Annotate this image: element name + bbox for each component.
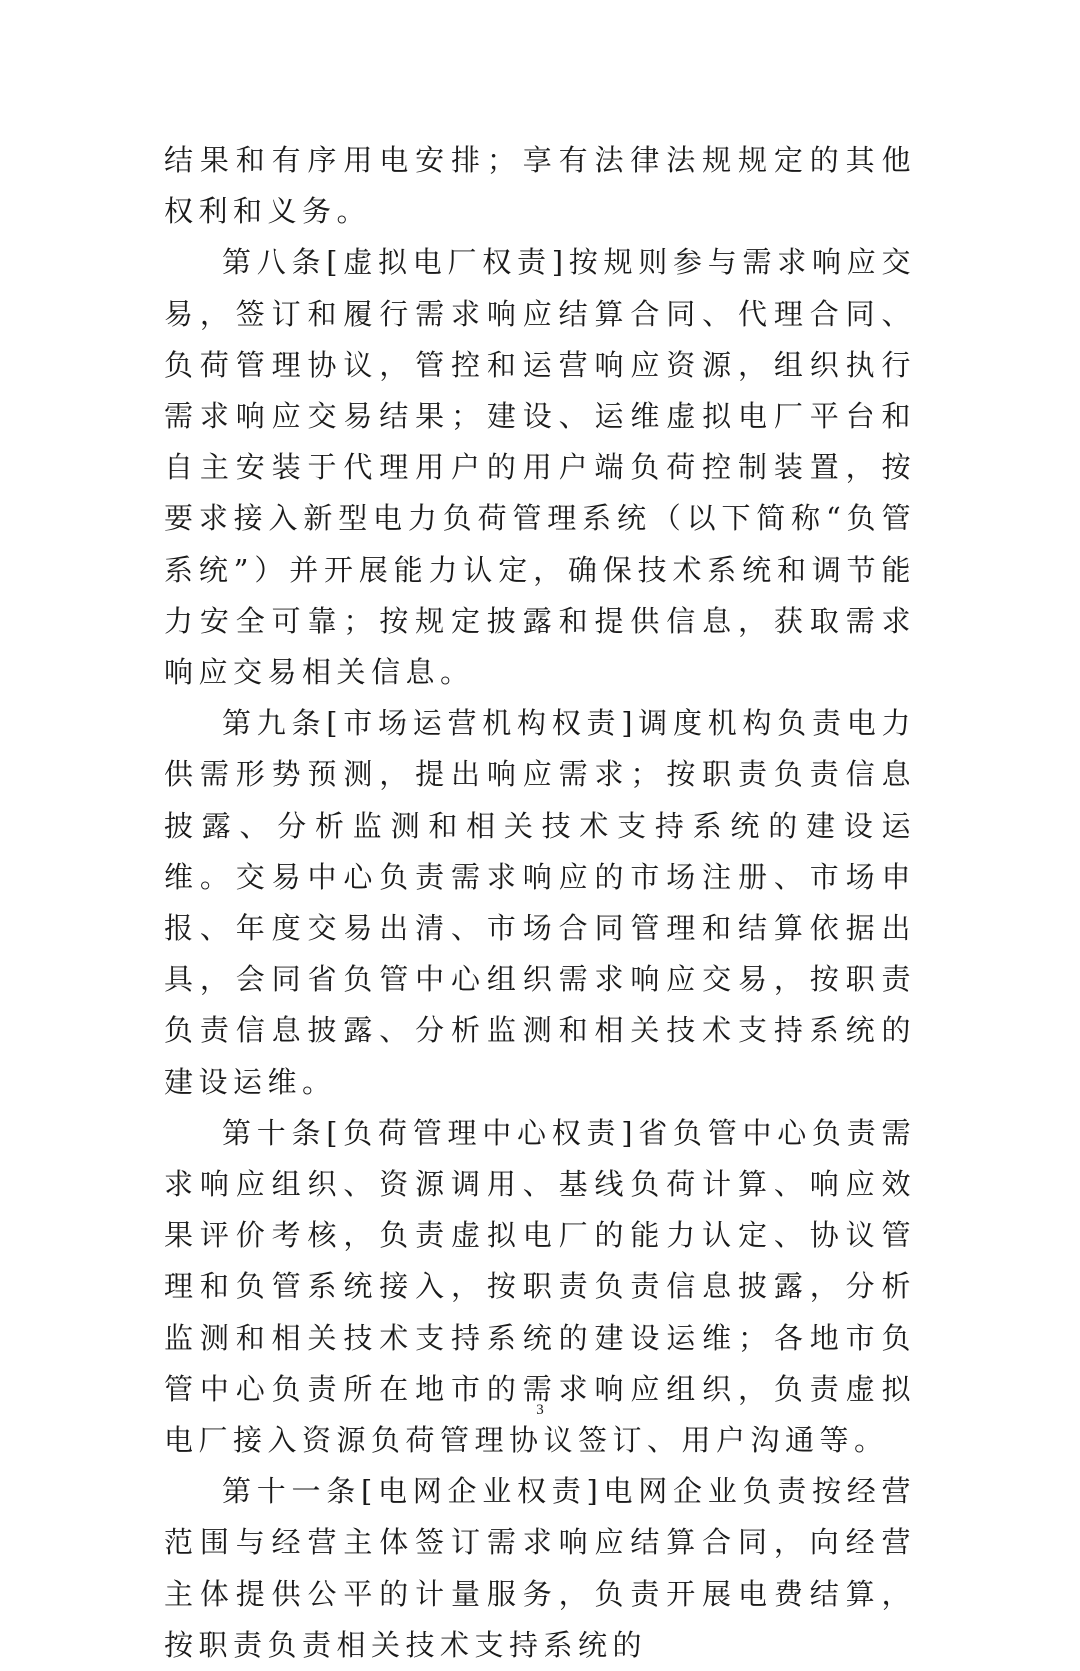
paragraph-article-9: 第九条[市场运营机构权责]调度机构负责电力供需形势预测，提出响应需求；按职责负责信息披露、分析监测和相关技术支持系统的建设运维。交易中心负责需求响应的市场注册、市场申报、年度交易出清、市场合同管理和结算依据出具，会同省负管中心组织需求响应交易，按职责负责信息披露、分析监测和相关技术支持系统的建设运维。 [164,706,916,1099]
document-body [164,135,916,1671]
paragraph-article-8: 第八条[虚拟电厂权责]按规则参与需求响应交易，签订和履行需求响应结算合同、代理合同、负荷管理协议，管控和运营响应资源，组织执行需求响应交易结果；建设、运维虚拟电厂平台和自主安装于代理用户的用户端负荷控制装置，按要求接入新型电力负荷管理系统（以下简称“负管系统”）并开展能力认定，确保技术系统和调节能力安全可靠；按规定披露和提供信息，获取需求响应交易相关信息。 [164,245,916,690]
page-number: 3 [536,1402,544,1418]
paragraph-article-10: 第十条[负荷管理中心权责]省负管中心负责需求响应组织、资源调用、基线负荷计算、响应效果评价考核，负责虚拟电厂的能力认定、协议管理和负管系统接入，按职责负责信息披露，分析监测和相关技术支持系统的建设运维；各地市负管中心负责所在地市的需求响应组织，负责虚拟电厂接入资源负荷管理协议签订、用户沟通等。 [164,1115,916,1458]
paragraph-continuation: 结果和有序用电安排；享有法律法规规定的其他权利和义务。 [164,143,916,229]
paragraph-article-11: 第十一条[电网企业权责]电网企业负责按经营范围与经营主体签订需求响应结算合同，向经营主体提供公平的计量服务，负责开展电费结算，按职责负责相关技术支持系统的 [164,1474,916,1662]
